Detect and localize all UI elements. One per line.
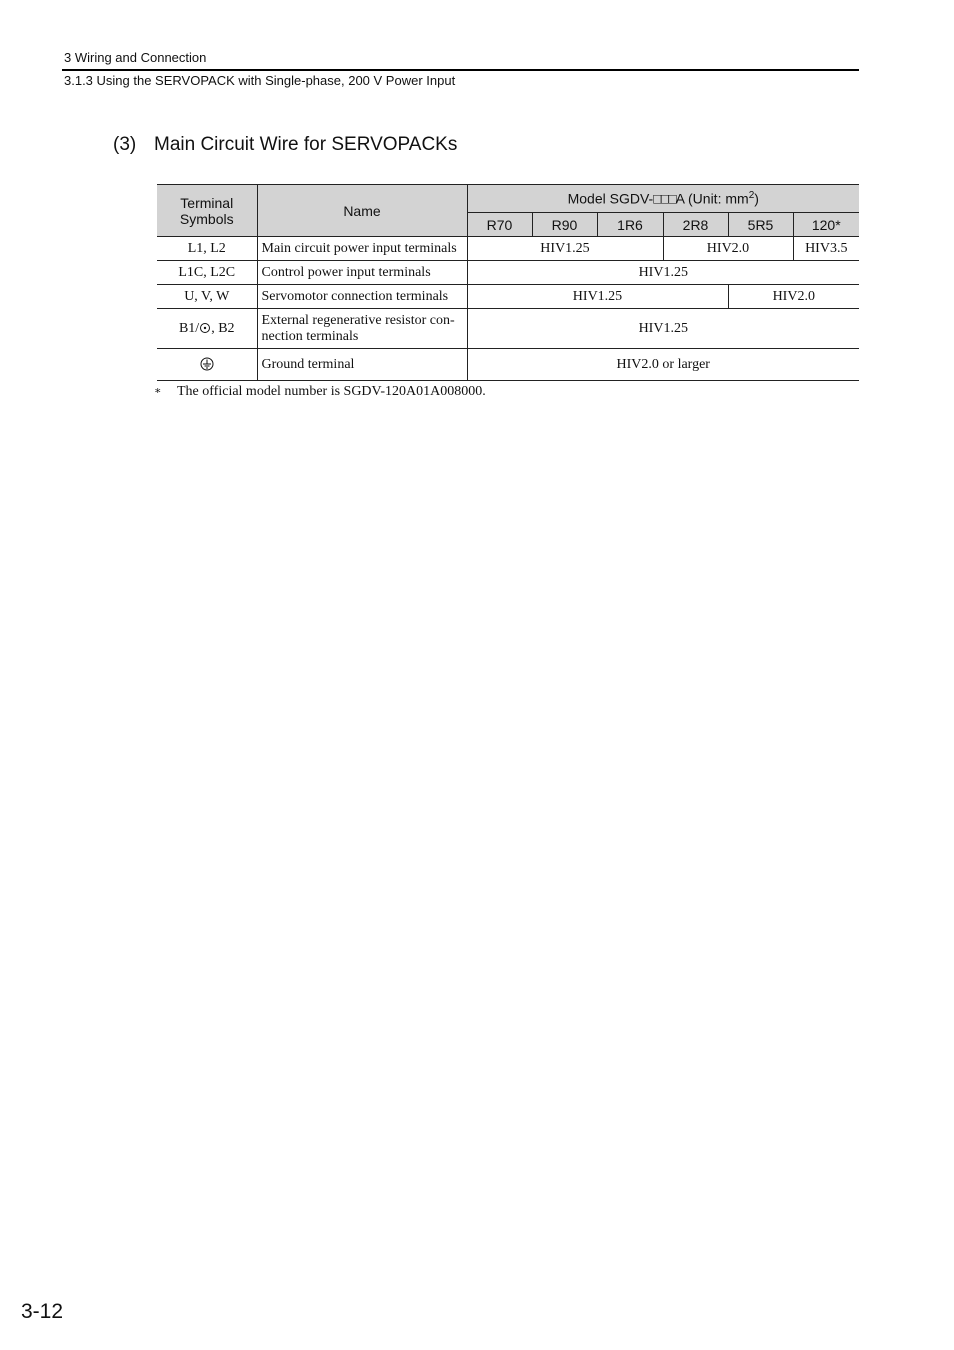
model-1r6: 1R6 xyxy=(597,213,663,237)
wire-size-cell: HIV2.0 or larger xyxy=(467,349,859,381)
wire-size-cell: HIV3.5 xyxy=(793,237,859,261)
footnote xyxy=(154,384,486,400)
terminal-name: Servomotor connection terminals xyxy=(257,285,467,309)
wire-size-cell: HIV1.25 xyxy=(467,261,859,285)
wire-size-cell: HIV2.0 xyxy=(728,285,859,309)
header-name: Name xyxy=(257,185,467,237)
terminal-name-line1: External regenerative resistor con- xyxy=(261,312,455,328)
terminal-symbol xyxy=(157,349,257,381)
header-model-prefix: Model SGDV- xyxy=(567,190,654,207)
model-5r5: 5R5 xyxy=(728,213,793,237)
model-r70: R70 xyxy=(467,213,532,237)
running-header-section: 3.1.3 Using the SERVOPACK with Single-phase, 200 V Power Input xyxy=(64,73,456,88)
header-model xyxy=(467,185,859,213)
terminal-symbol: L1, L2 xyxy=(157,237,257,261)
running-header-chapter: 3 Wiring and Connection xyxy=(64,50,207,65)
header-model-close: ) xyxy=(754,190,759,207)
page-number: 3-12 xyxy=(21,1300,64,1323)
circled-dot-icon xyxy=(199,322,211,334)
terminal-symbol: L1C, L2C xyxy=(157,261,257,285)
terminal-name: Control power input terminals xyxy=(257,261,467,285)
wire-size-cell: HIV1.25 xyxy=(467,309,859,349)
main-circuit-wire-table xyxy=(157,184,859,381)
table-row xyxy=(157,261,859,285)
table-header-row xyxy=(157,185,859,213)
terminal-name-line2: nection terminals xyxy=(261,328,359,344)
section-number: (3) xyxy=(113,134,137,155)
model-120: 120* xyxy=(793,213,859,237)
model-2r8: 2R8 xyxy=(663,213,728,237)
footnote-text: The official model number is SGDV-120A01A008000. xyxy=(177,384,486,399)
header-model-suffix: A (Unit: mm xyxy=(675,190,749,207)
table-row xyxy=(157,349,859,381)
terminal-symbol xyxy=(157,309,257,349)
header-terminal-symbols xyxy=(157,185,257,237)
header-rule xyxy=(62,69,859,71)
wire-size-cell: HIV2.0 xyxy=(663,237,793,261)
section-title xyxy=(113,134,457,156)
header-model-sup: 2 xyxy=(748,190,755,202)
terminal-symbol-prefix: B1/ xyxy=(178,320,200,336)
wire-size-cell: HIV1.25 xyxy=(467,237,663,261)
table-row xyxy=(157,309,859,349)
table-row xyxy=(157,237,859,261)
table-row xyxy=(157,285,859,309)
terminal-symbol: U, V, W xyxy=(157,285,257,309)
terminal-name: Ground terminal xyxy=(257,349,467,381)
model-r90: R90 xyxy=(532,213,597,237)
terminal-name xyxy=(257,309,467,349)
ground-icon xyxy=(200,357,214,371)
section-title-text: Main Circuit Wire for SERVOPACKs xyxy=(154,134,458,155)
header-terminal-line2: Symbols xyxy=(179,210,234,227)
terminal-symbol-suffix: , B2 xyxy=(211,320,235,336)
header-model-boxes: □□□ xyxy=(653,190,676,207)
terminal-name: Main circuit power input terminals xyxy=(257,237,467,261)
footnote-mark: ∗ xyxy=(154,385,162,397)
wire-size-cell: HIV1.25 xyxy=(467,285,728,309)
header-terminal-line1: Terminal xyxy=(180,194,234,211)
